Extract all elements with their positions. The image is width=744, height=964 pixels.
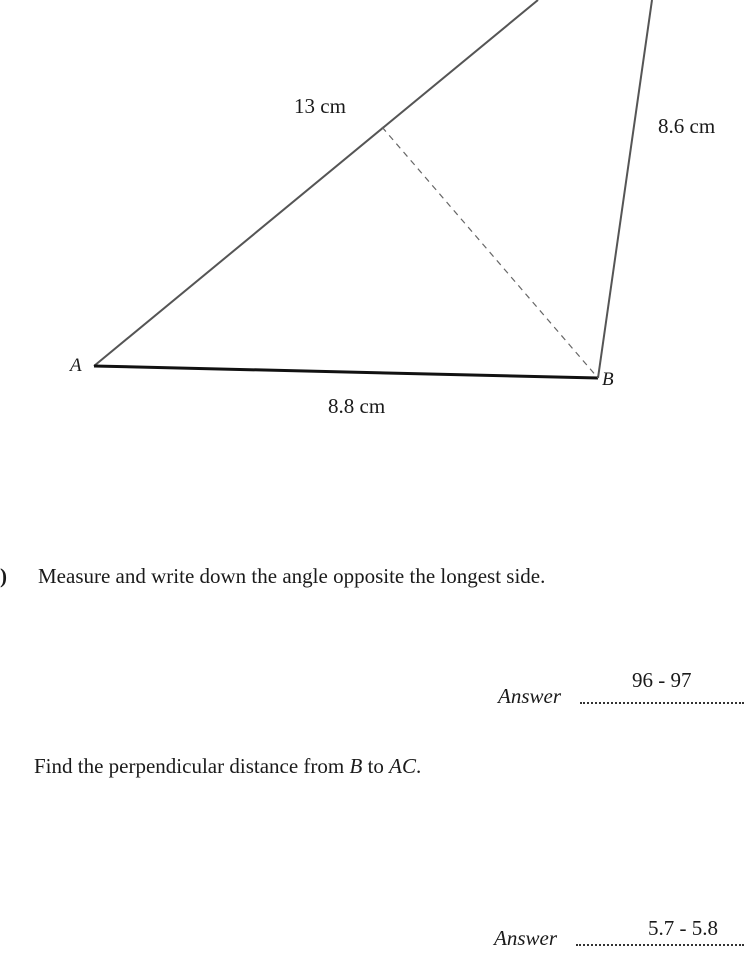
side-bc-label: 8.6 cm xyxy=(658,114,716,138)
question-2-var-b: B xyxy=(349,754,363,778)
question-2-text-before: Find the perpendicular distance from xyxy=(34,754,350,778)
question-1-part-marker: ) xyxy=(0,564,7,588)
question-1-answer-value: 96 - 97 xyxy=(632,668,692,692)
question-2-text-after: . xyxy=(416,754,422,778)
question-1-answer-label: Answer xyxy=(498,684,561,708)
question-1-answer-line[interactable] xyxy=(580,698,744,704)
side-ac-label: 13 cm xyxy=(294,94,346,118)
side-bc xyxy=(598,0,652,378)
question-1-text: Measure and write down the angle opposite the longest side. xyxy=(38,564,546,588)
question-2-var-ac: AC xyxy=(389,754,416,778)
side-ac xyxy=(94,0,538,366)
vertex-a-label: A xyxy=(70,355,82,376)
vertex-b-label: B xyxy=(602,369,614,390)
question-2-answer-line[interactable] xyxy=(576,940,744,946)
question-2-text-middle: to xyxy=(362,754,390,778)
question-2-answer-label: Answer xyxy=(494,926,557,950)
side-ab-label: 8.8 cm xyxy=(328,394,386,418)
side-ab xyxy=(94,366,598,378)
question-2-answer-value: 5.7 - 5.8 xyxy=(648,916,718,940)
perpendicular-b-to-ac xyxy=(382,127,598,378)
question-2-text xyxy=(34,756,421,777)
